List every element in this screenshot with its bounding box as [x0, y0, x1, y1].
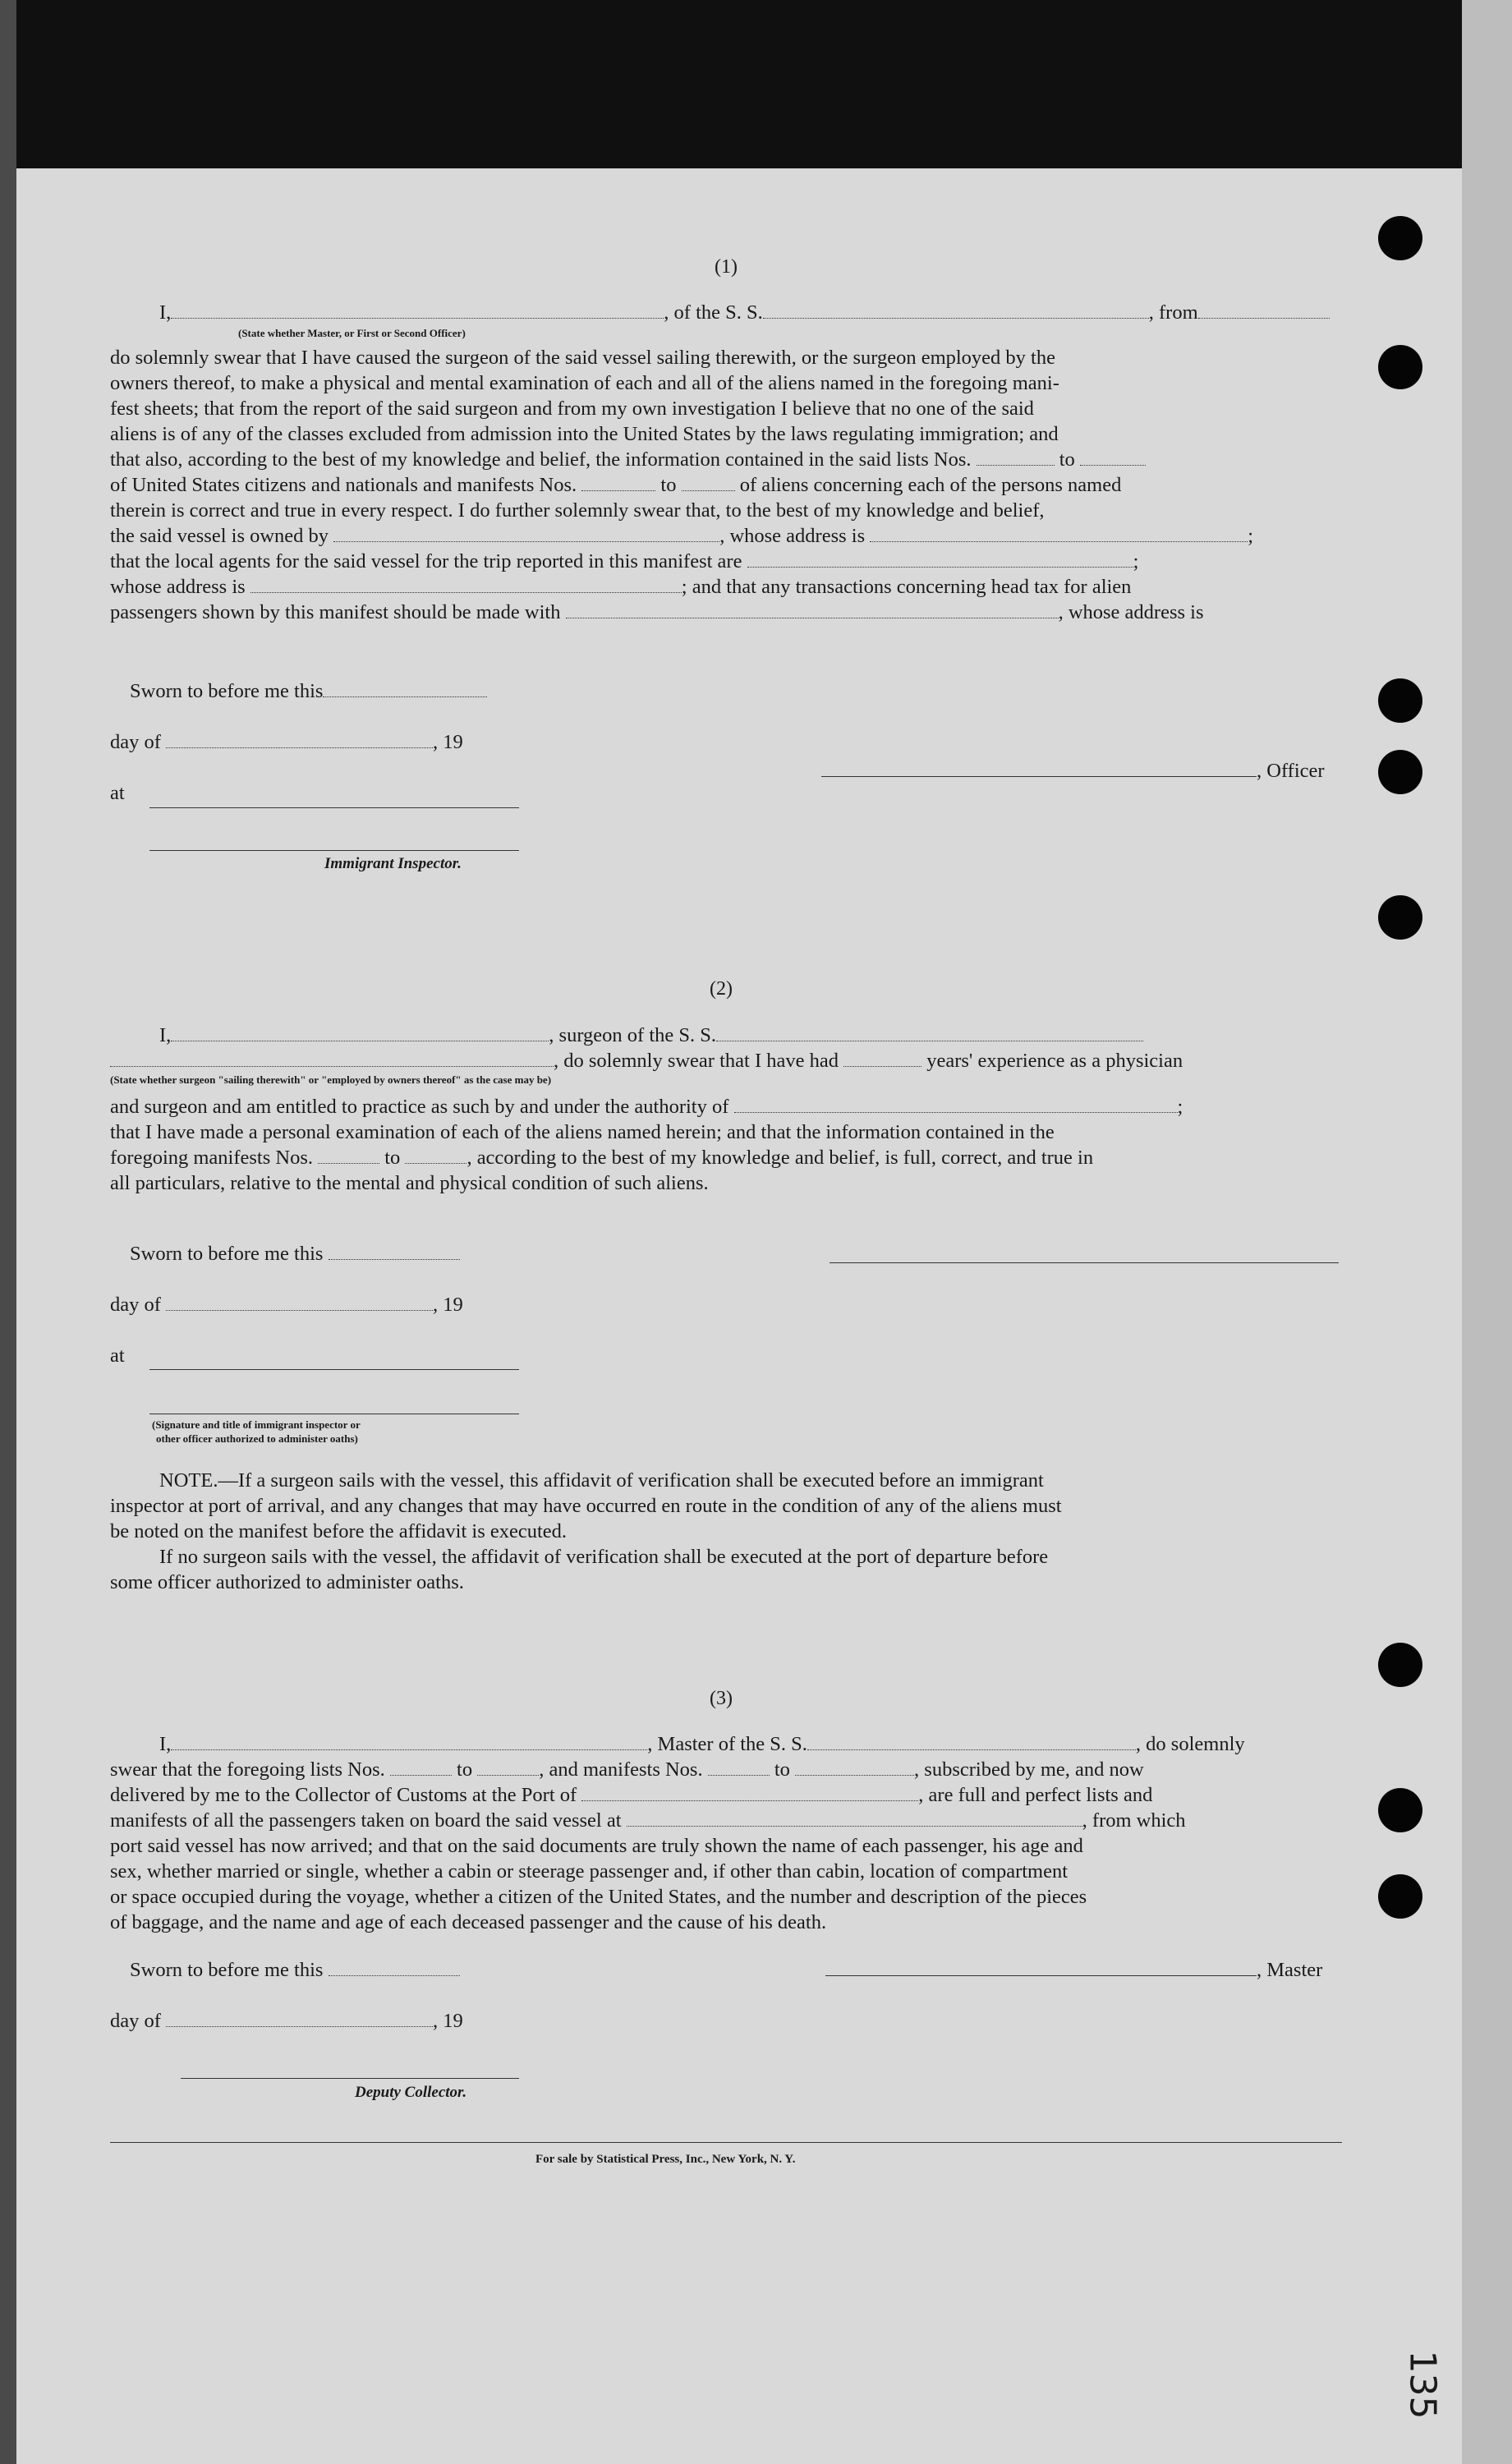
- sworn-to-line: Sworn to before me this: [130, 1959, 460, 1982]
- section-2-line-1: I, , surgeon of the S. S.: [159, 1024, 1143, 1047]
- section-1-paragraph-line: do solemnly swear that I have caused the surgeon of the said vessel sailing therewith, or the surgeon employed by the: [110, 347, 1055, 369]
- left-scan-edge: [0, 0, 16, 2464]
- binder-hole: [1378, 1874, 1422, 1919]
- binder-hole: [1378, 750, 1422, 794]
- section-1-paragraph-line: that the local agents for the said vessel for the trip reported in this manifest are ;: [110, 550, 1139, 572]
- section-3-line: or space occupied during the voyage, whether a citizen of the United States, and the number and description of the pieces: [110, 1886, 1087, 1908]
- note-paragraph-line: inspector at port of arrival, and any changes that may have occurred en route in the condition of any of the aliens must: [110, 1495, 1062, 1517]
- section-1-number: (1): [715, 256, 738, 278]
- deputy-collector-caption: Deputy Collector.: [355, 2084, 467, 2101]
- officer-signature-line: , Officer: [821, 760, 1325, 783]
- section-3-line: sex, whether married or single, whether a cabin or steerage passenger and, if other than cabin, location of compartment: [110, 1860, 1069, 1882]
- section-1-line-1: I, , of the S. S. , from: [159, 301, 1330, 324]
- binder-hole: [1378, 1788, 1422, 1832]
- note-paragraph-line: some officer authorized to administer oaths.: [110, 1571, 464, 1593]
- section-1-paragraph-line: aliens is of any of the classes excluded from admission into the United States by the laws regulating immigration; and: [110, 423, 1059, 445]
- section-3-line: of baggage, and the name and age of each deceased passenger and the cause of his death.: [110, 1911, 827, 1933]
- at-line: at: [110, 1345, 125, 1367]
- section-1-paragraph-line: whose address is ; and that any transactions concerning head tax for alien: [110, 576, 1132, 598]
- master-signature-line: , Master: [825, 1959, 1322, 1982]
- right-scan-edge: [1462, 0, 1512, 2464]
- binder-hole: [1378, 895, 1422, 940]
- section-1-paragraph-line: fest sheets; that from the report of the said surgeon and from my own investigation I believe that no one of the said: [110, 398, 1034, 420]
- signature-note: (Signature and title of immigrant inspector or: [152, 1418, 361, 1431]
- section-2-line: foregoing manifests Nos. to , according to the best of my knowledge and belief, is full, correct, and true in: [110, 1147, 1094, 1169]
- section-1-paragraph-line: of United States citizens and nationals and manifests Nos. to of aliens concerning each of the persons named: [110, 474, 1122, 496]
- section-2-number: (2): [710, 978, 733, 1000]
- day-of-line: day of , 19: [110, 2010, 463, 2032]
- collector-signature-line: [181, 2078, 519, 2079]
- section-3-line: manifests of all the passengers taken on board the said vessel at , from which: [110, 1809, 1186, 1832]
- sworn-to-line: Sworn to before me this: [130, 680, 487, 703]
- note-paragraph-line: NOTE.—If a surgeon sails with the vessel, this affidavit of verification shall be executed before an immigrant: [159, 1469, 1044, 1492]
- at-signature-line: [149, 807, 519, 808]
- section-2-line: all particulars, relative to the mental and physical condition of such aliens.: [110, 1172, 709, 1194]
- officer-note: (State whether Master, or First or Second Officer): [238, 327, 466, 339]
- section-1-paragraph-line: therein is correct and true in every respect. I do further solemnly swear that, to the best of my knowledge and belief,: [110, 499, 1045, 522]
- day-of-line: day of , 19: [110, 731, 463, 753]
- surgeon-signature-line: [830, 1262, 1339, 1263]
- at-signature-line: [149, 1369, 519, 1370]
- page-margin-number: 135: [1401, 2350, 1444, 2420]
- signature-note: other officer authorized to administer oaths): [156, 1432, 358, 1445]
- binder-hole: [1378, 1643, 1422, 1687]
- section-1-paragraph-line: the said vessel is owned by , whose address is ;: [110, 525, 1254, 547]
- binder-hole: [1378, 216, 1422, 260]
- immigrant-inspector-caption: Immigrant Inspector.: [324, 855, 462, 872]
- section-1-paragraph-line: owners thereof, to make a physical and mental examination of each and all of the aliens named in the foregoing mani-: [110, 372, 1059, 394]
- surgeon-note: (State whether surgeon "sailing therewith" or "employed by owners thereof" as the case may be): [110, 1073, 552, 1086]
- section-3-line: delivered by me to the Collector of Customs at the Port of , are full and perfect lists and: [110, 1784, 1153, 1806]
- section-3-line: port said vessel has now arrived; and that on the said documents are truly shown the name of each passenger, his age and: [110, 1835, 1083, 1857]
- section-2-line-2: , do solemnly swear that I have had years' experience as a physician: [110, 1050, 1183, 1073]
- section-2-line: that I have made a personal examination of each of the aliens named herein; and that the information contained in the: [110, 1121, 1055, 1143]
- section-1-paragraph-line: passengers shown by this manifest should be made with , whose address is: [110, 601, 1204, 623]
- binder-hole: [1378, 345, 1422, 389]
- section-1-paragraph-line: that also, according to the best of my knowledge and belief, the information contained in the said lists Nos. to: [110, 448, 1146, 471]
- footer-rule: [110, 2142, 1342, 2143]
- printer-footer: For sale by Statistical Press, Inc., New York, N. Y.: [535, 2153, 796, 2166]
- section-3-line-1: I, , Master of the S. S. , do solemnly: [159, 1733, 1245, 1755]
- note-paragraph-line: If no surgeon sails with the vessel, the affidavit of verification shall be executed at the port of departure before: [159, 1546, 1049, 1568]
- binder-hole: [1378, 678, 1422, 723]
- at-line: at: [110, 782, 125, 804]
- day-of-line: day of , 19: [110, 1294, 463, 1316]
- section-2-line: and surgeon and am entitled to practice as such by and under the authority of ;: [110, 1096, 1183, 1118]
- note-paragraph-line: be noted on the manifest before the affidavit is executed.: [110, 1520, 568, 1542]
- section-3-line: swear that the foregoing lists Nos. to , and manifests Nos. to , subscribed by me, and now: [110, 1758, 1144, 1781]
- sworn-to-line: Sworn to before me this: [130, 1243, 460, 1266]
- section-3-number: (3): [710, 1688, 733, 1709]
- inspector-signature-line: [149, 850, 519, 851]
